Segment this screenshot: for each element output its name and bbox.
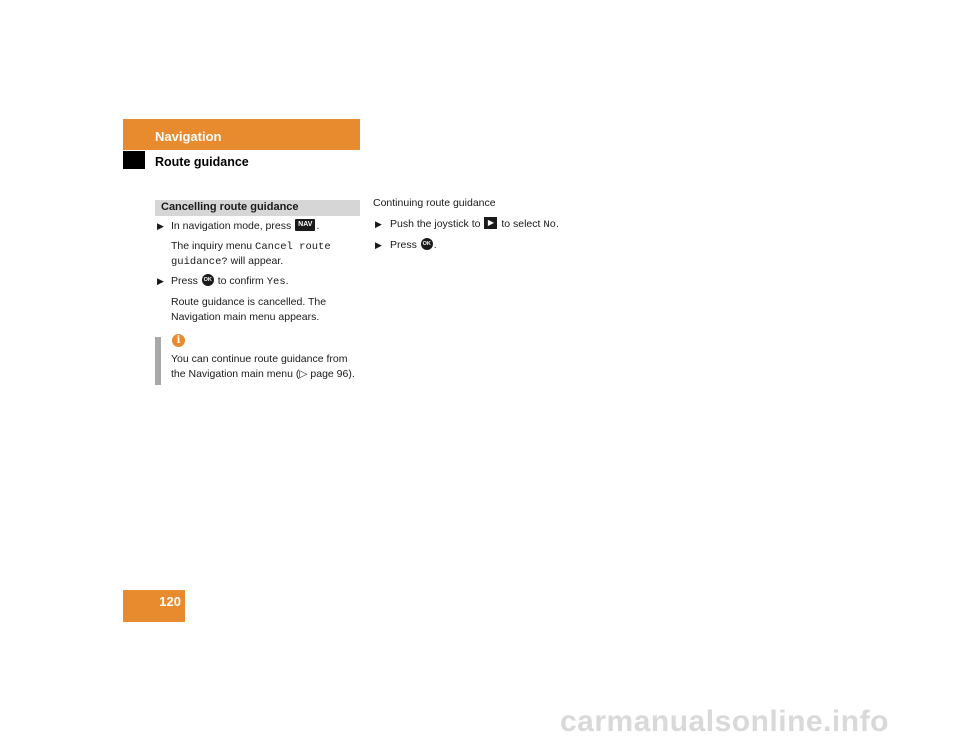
- joystick-right-icon: ▶: [484, 217, 497, 229]
- note-side-bar: [155, 337, 161, 385]
- step-confirm-yes: Press OK to confirm Yes.: [171, 275, 289, 288]
- bullet-icon: ▶: [157, 221, 164, 231]
- inquiry-menu-line1: The inquiry menu Cancel route: [171, 240, 331, 253]
- step-joystick: Push the joystick to ▶ to select No.: [390, 218, 559, 231]
- nav-key-icon: NAV: [295, 219, 315, 231]
- result-line2: Navigation main menu appears.: [171, 311, 320, 323]
- watermark: carmanualsonline.info: [560, 705, 889, 738]
- bullet-icon: ▶: [375, 219, 382, 229]
- subheader-marker: [123, 151, 145, 169]
- page-number: 120: [159, 594, 181, 609]
- step-press-nav: In navigation mode, press NAV .: [171, 220, 320, 232]
- ok-key-icon: OK: [202, 274, 214, 286]
- section-title: Cancelling route guidance: [161, 201, 299, 213]
- inquiry-menu-line2: guidance? will appear.: [171, 255, 284, 268]
- bullet-icon: ▶: [375, 240, 382, 250]
- chapter-title: Navigation: [155, 129, 222, 144]
- ok-key-icon: OK: [421, 238, 433, 250]
- result-line1: Route guidance is cancelled. The: [171, 296, 327, 308]
- bullet-icon: ▶: [157, 276, 164, 286]
- right-heading: Continuing route guidance: [373, 197, 496, 209]
- note-line1: You can continue route guidance from: [171, 353, 348, 365]
- step-press-ok: Press OK .: [390, 239, 437, 251]
- section-subtitle: Route guidance: [155, 155, 249, 169]
- info-icon: i: [172, 334, 185, 347]
- note-line2: the Navigation main menu (▷ page 96).: [171, 368, 355, 380]
